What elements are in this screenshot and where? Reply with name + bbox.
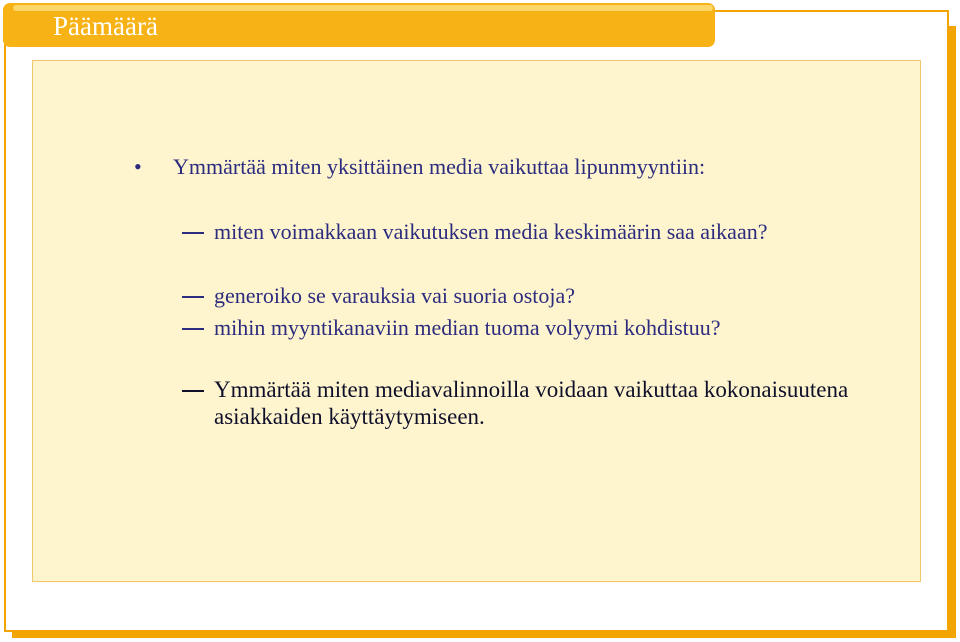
sub-item-text: generoiko se varauksia vai suoria ostoja? <box>214 283 576 308</box>
slide-title: Päämäärä <box>53 11 158 41</box>
frame-shadow-bottom <box>12 632 956 638</box>
dash-icon <box>182 328 204 330</box>
sub-item-text: Ymmärtää miten mediavalinnoilla voidaan vaikuttaa kokonaisuutena asiakkaiden käyttäytymiseen. <box>214 377 849 429</box>
sub-item-text: mihin myyntikanaviin median tuoma volyymi kohdistuu? <box>214 315 721 340</box>
sub-item-text: miten voimakkaan vaikutuksen media keskimäärin saa aikaan? <box>214 219 768 244</box>
title-bar <box>3 3 715 47</box>
bullet-text: Ymmärtää miten yksittäinen media vaikuttaa lipunmyyntiin: <box>173 154 706 179</box>
dash-icon <box>182 390 204 392</box>
bullet-dot-icon: • <box>134 154 142 179</box>
dash-icon <box>182 296 204 298</box>
frame-shadow-right <box>949 26 956 638</box>
dash-icon <box>182 232 204 234</box>
